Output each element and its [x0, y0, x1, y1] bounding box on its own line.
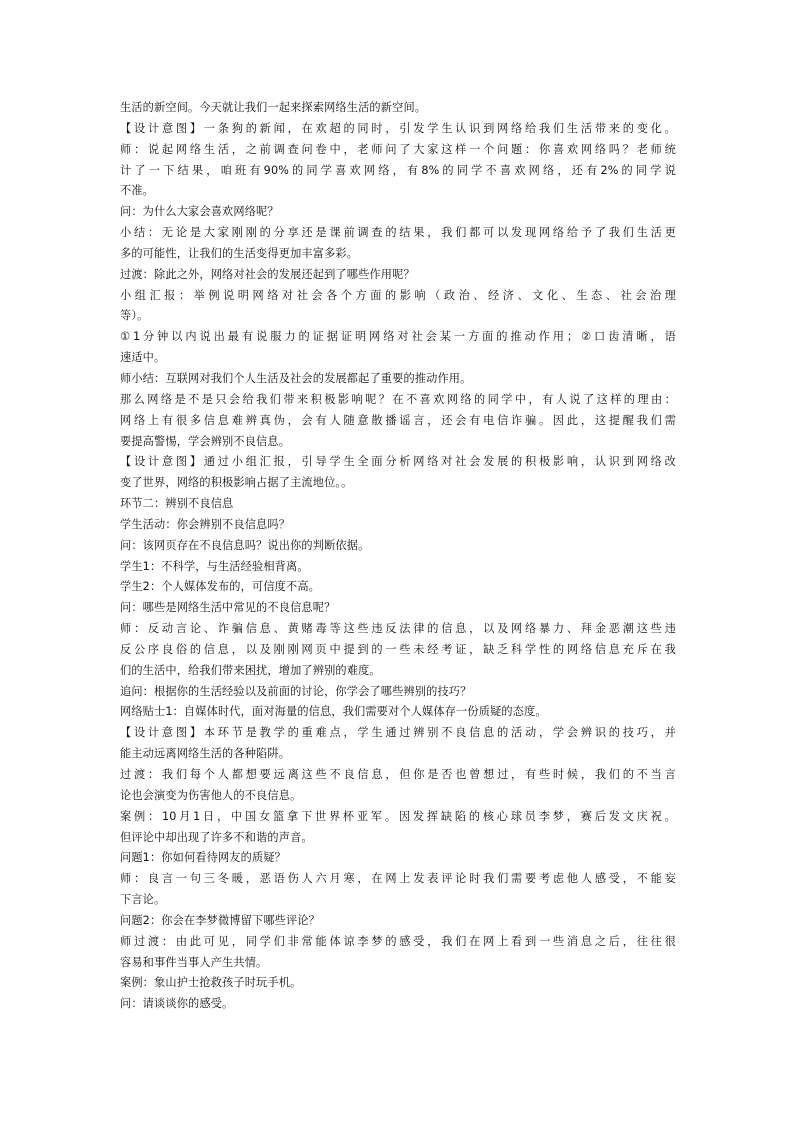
text-line: 那么网络是不是只会给我们带来积极影响呢？在不喜欢网络的同学中，有人说了这样的理由： — [120, 392, 676, 406]
text-line: 师过渡：由此可见，同学们非常能体谅李梦的感受，我们在网上看到一些消息之后，往往很 — [120, 934, 676, 948]
text-line: 等）。 — [120, 309, 149, 323]
text-line: 们的生活中，给我们带来困扰，增加了辨别的难度。 — [120, 663, 381, 677]
text-line: 小结：无论是大家刚刚的分享还是课前调查的结果，我们都可以发现网络给予了我们生活更 — [120, 226, 676, 240]
text-line: 追问：根据你的生活经验以及前面的讨论，你学会了哪些辨别的技巧？ — [120, 684, 472, 698]
text-line: 变了世界，网络的积极影响占据了主流地位。。 — [120, 476, 353, 490]
text-line: 要提高警惕，学会辨别不良信息。 — [120, 434, 291, 448]
text-line: 小组汇报：举例说明网络对社会各个方面的影响（政治、经济、文化、生态、社会治理 — [120, 288, 676, 302]
text-line: 环节二：辨别不良信息 — [120, 497, 234, 511]
text-line: ①1分钟以内说出最有说服力的证据证明网络对社会某一方面的推动作用；②口齿清晰，语 — [120, 330, 676, 344]
text-line: 问题1：你如何看待网友的质疑？ — [120, 851, 286, 865]
text-line: 问：请谈谈你的感受。 — [120, 997, 234, 1011]
text-line: 论也会演变为伤害他人的不良信息。 — [120, 788, 302, 802]
text-line: 问：哪些是网络生活中常见的不良信息呢？ — [120, 601, 336, 615]
text-line: 速适中。 — [120, 351, 166, 365]
document-page — [120, 98, 676, 1015]
text-line: 但评论中却出现了许多不和谐的声音。 — [120, 830, 313, 844]
text-line: 【设计意图】一条狗的新闻，在欢超的同时，引发学生认识到网络给我们生活带来的变化。 — [120, 121, 676, 135]
text-line: 案例：10月1日，中国女篮拿下世界杯亚军。因发挥缺陷的核心球员李梦，赛后发文庆祝。 — [120, 809, 676, 823]
text-line: 问：该网页存在不良信息吗？说出你的判断依据。 — [120, 538, 370, 552]
text-line: 容易和事件当事人产生共情。 — [120, 955, 268, 969]
text-line: 师：反动言论、诈骗信息、黄赌毒等这些违反法律的信息，以及网络暴力、拜金恶潮这些违 — [120, 622, 676, 636]
text-line: 网络上有很多信息难辨真伪，会有人随意散播谣言，还会有电信诈骗。因此，这提醒我们需 — [120, 413, 676, 427]
text-line: 过渡：除此之外，网络对社会的发展还起到了哪些作用呢？ — [120, 267, 415, 281]
text-line: 学生2：个人媒体发布的，可信度不高。 — [120, 580, 321, 594]
text-line: 师：说起网络生活，之前调查问卷中，老师问了大家这样一个问题：你喜欢网络吗？老师统 — [120, 142, 676, 156]
text-line: 不准。 — [120, 184, 155, 198]
text-line: 学生活动：你会辨别不良信息吗？ — [120, 517, 291, 531]
text-line: 问题2：你会在李梦微博留下哪些评论？ — [120, 913, 321, 927]
text-line: 多的可能性，让我们的生活变得更加丰富多彩。 — [120, 246, 359, 260]
text-line: 过渡：我们每个人都想要远离这些不良信息，但你是否也曾想过，有些时候，我们的不当言 — [120, 768, 676, 781]
text-line: 案例：象山护士抢救孩子时玩手机。 — [120, 976, 302, 990]
text-line: 生活的新空间。今天就让我们一起来探索网络生活的新空间。 — [120, 101, 427, 114]
text-line: 【设计意图】本环节是教学的重难点，学生通过辨别不良信息的活动，学会辨识的技巧，并 — [120, 726, 676, 740]
text-line: 能主动远离网络生活的各种陷阱。 — [120, 747, 291, 761]
text-line: 师小结：互联网对我们个人生活及社会的发展都起了重要的推动作用。 — [120, 371, 472, 385]
text-line: 计了一下结果，咱班有90%的同学喜欢网络，有8%的同学不喜欢网络，还有2%的同学说 — [120, 163, 676, 177]
text-line: 【设计意图】通过小组汇报，引导学生全面分析网络对社会发展的积极影响，认识到网络改 — [120, 455, 676, 469]
text-line: 网络贴士1：自媒体时代，面对海量的信息，我们需要对个人媒体存一份质疑的态度。 — [120, 705, 547, 719]
text-line: 下言论。 — [120, 893, 166, 907]
text-line: 师：良言一句三冬暖，恶语伤人六月寒，在网上发表评论时我们需要考虑他人感受，不能妄 — [120, 872, 676, 886]
text-line: 问：为什么大家会喜欢网络呢？ — [120, 205, 279, 219]
text-line: 学生1：不科学，与生活经验相背离。 — [120, 559, 309, 573]
text-line: 反公序良俗的信息，以及刚刚网页中提到的一些未经考证，缺乏科学性的网络信息充斥在我 — [120, 642, 676, 656]
